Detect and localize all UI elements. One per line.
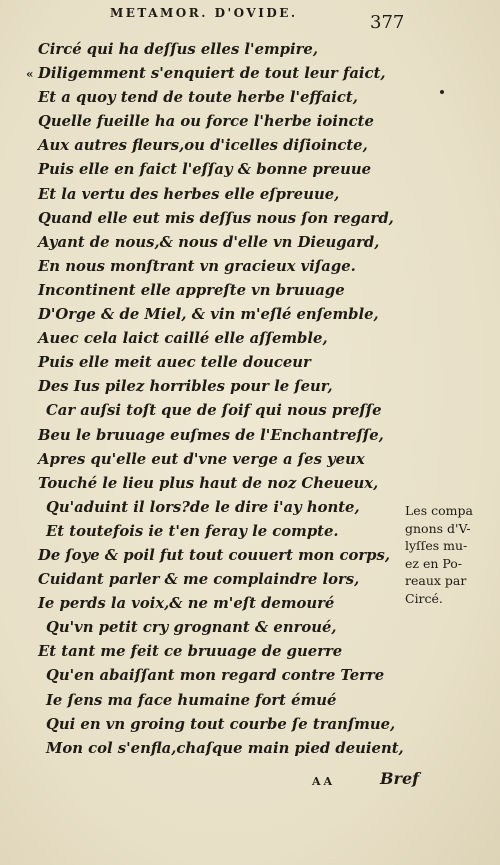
verse-line: Apres qu'elle eut d'vne verge a ſes yeux <box>38 450 365 468</box>
marginal-note-line: Circé. <box>405 590 443 606</box>
page-number: 377 <box>370 12 405 33</box>
verse-line: D'Orge & de Miel, & vin m'eſlé enſemble, <box>38 306 379 324</box>
signature-mark: AA <box>312 775 336 788</box>
verse-line: Auec cela laict caillé elle aſſemble, <box>38 330 328 348</box>
verse-text: Diligemment s'enquiert de tout leur faict, <box>38 65 386 83</box>
verse-line: Beu le bruuage euſmes de l'Enchantreſſe, <box>38 426 384 444</box>
catchword: Bref <box>380 769 420 788</box>
verse-line: Mon col s'enfla,chaſque main pied deuient, <box>46 739 404 757</box>
verse-line: Des Ius pilez horribles pour le ſeur, <box>38 378 333 396</box>
marginal-note-line: gnons d'V- <box>405 520 471 536</box>
verse-line: De ſoye & poil fut tout couuert mon corps, <box>38 546 391 564</box>
verse-line: Incontinent elle appreſte vn bruuage <box>38 281 345 299</box>
marginal-note-line: lyſſes mu- <box>405 538 468 553</box>
ink-dot <box>440 90 444 94</box>
verse-line: Quelle fueille ha ou force l'herbe ioincte <box>38 113 374 131</box>
verse-line: Ayant de nous,& nous d'elle vn Dieugard, <box>38 233 380 251</box>
verse-line: Ie perds la voix,& ne m'eſt demouré <box>38 595 335 613</box>
verse-line: Aux autres fleurs,ou d'icelles diſioincte, <box>38 137 368 155</box>
verse-line: Qui en vn groing tout courbe ſe tranſmue, <box>46 715 396 733</box>
verse-line: Quand elle eut mis deſſus nous ſon regard, <box>38 209 394 227</box>
verse-line: Puis elle en faict l'eſſay & bonne preuue <box>38 161 372 179</box>
verse-line: Cuidant parler & me complaindre lors, <box>38 571 360 589</box>
verse-line: Et toutefois ie t'en feray le compte. <box>46 522 339 540</box>
quotation-mark: « <box>26 67 34 82</box>
verse-line <box>26 62 386 86</box>
marginal-note <box>405 502 495 607</box>
marginal-note-line: ez en Po- <box>405 555 463 571</box>
verse-line: Qu'aduint il lors?de le dire i'ay honte, <box>46 498 360 516</box>
marginal-note-line: Les compa <box>405 503 473 518</box>
verse-line: Ie ſens ma face humaine fort émué <box>46 691 337 709</box>
verse-line: Qu'en abaiſſant mon regard contre Terre <box>46 667 385 685</box>
verse-line: Puis elle meit auec telle douceur <box>38 354 311 372</box>
verse-list <box>26 38 404 761</box>
verse-line: En nous monſtrant vn gracieux viſage. <box>38 257 356 275</box>
verse-line: Qu'vn petit cry grognant & enroué, <box>46 619 337 637</box>
verse-line: Et a quoy tend de toute herbe l'effaict, <box>38 89 358 107</box>
verse-line: Circé qui ha deſſus elles l'empire, <box>38 41 318 58</box>
running-title: METAMOR. D'OVIDE. <box>110 6 298 20</box>
verse-line: Et la vertu des herbes elle eſpreuue, <box>38 185 340 203</box>
marginal-note-line: reaux par <box>405 573 467 588</box>
verse-line: Car auſsi toſt que de ſoif qui nous preſſe <box>46 402 382 420</box>
verse-line: Touché le lieu plus haut de noz Cheueux, <box>38 474 379 492</box>
verse-line: Et tant me feit ce bruuage de guerre <box>38 643 343 661</box>
